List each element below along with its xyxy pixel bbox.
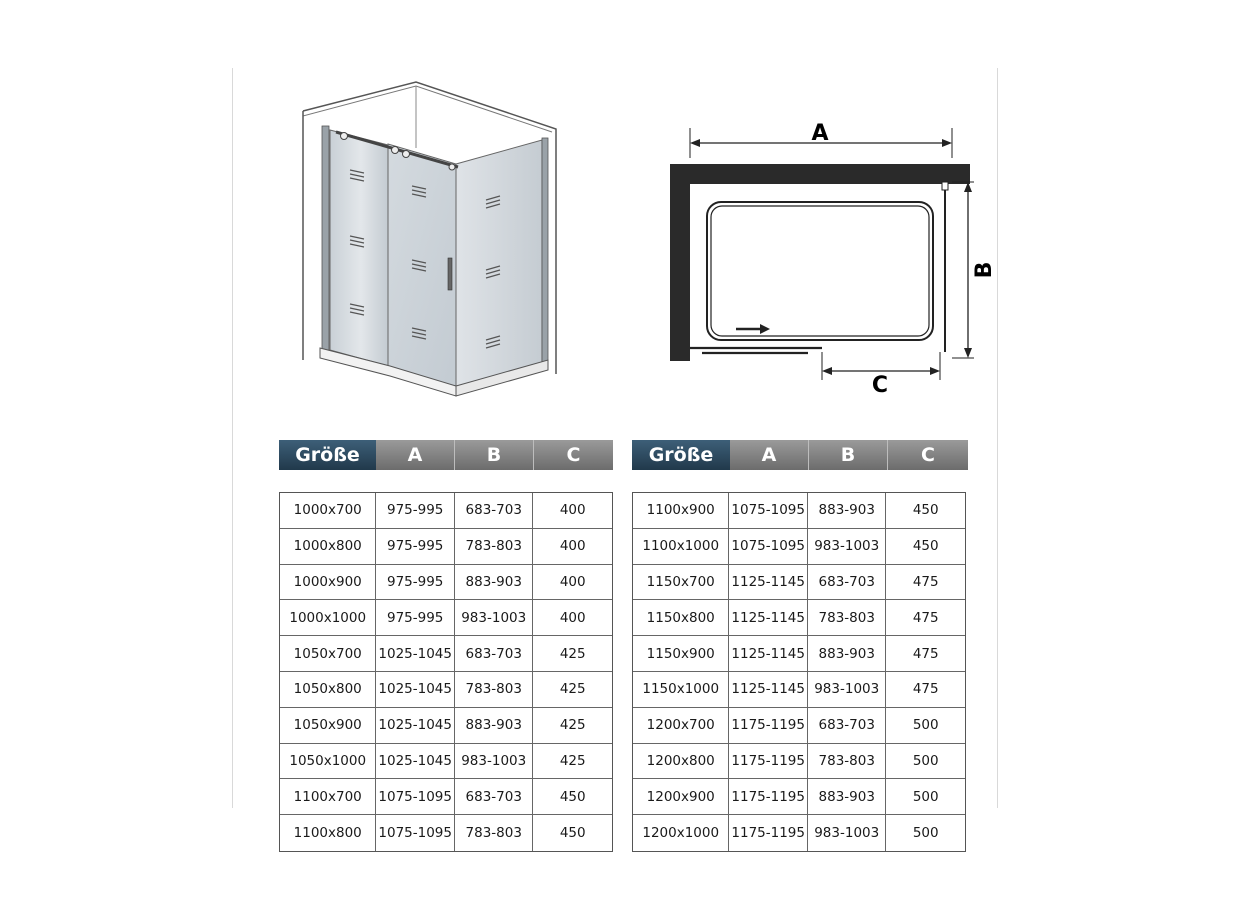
- table-row: [280, 565, 612, 601]
- size-table-1: [279, 492, 613, 852]
- b-cell: 783-803: [455, 529, 534, 564]
- a-cell: 975-995: [376, 529, 455, 564]
- c-cell: 500: [912, 752, 939, 769]
- b-cell: 683-703: [455, 779, 534, 814]
- b-cell: 883-903: [455, 708, 534, 743]
- size-cell: 1200x1000: [633, 815, 729, 851]
- top-view-plan-diagram: [668, 112, 998, 402]
- c-cell: 425: [559, 681, 586, 698]
- a-cell: 1175-1195: [729, 708, 808, 743]
- a-cell: 1025-1045: [376, 672, 455, 707]
- left-divider-line: [232, 68, 233, 808]
- b-cell: 883-903: [455, 565, 534, 600]
- size-cell: 1200x800: [633, 744, 729, 779]
- a-cell: 1125-1145: [729, 636, 808, 671]
- a-cell: 1075-1095: [729, 529, 808, 564]
- dimension-c-label: C: [871, 373, 889, 398]
- b-cell: 783-803: [808, 744, 887, 779]
- c-cell: 425: [559, 645, 586, 662]
- b-cell: 783-803: [455, 815, 534, 851]
- size-table-1-header: [279, 440, 613, 470]
- a-cell: 1175-1195: [729, 779, 808, 814]
- table-row: [280, 779, 612, 815]
- b-cell: 983-1003: [455, 744, 534, 779]
- header-a: A: [376, 440, 455, 470]
- c-cell: 400: [559, 573, 586, 590]
- table-row: [633, 636, 965, 672]
- b-cell: 683-703: [455, 636, 534, 671]
- table-row: [280, 744, 612, 780]
- size-cell: 1200x700: [633, 708, 729, 743]
- header-groesse: Größe: [279, 440, 376, 470]
- b-cell: 683-703: [808, 708, 887, 743]
- dimension-b-label: B: [972, 261, 997, 279]
- b-cell: 683-703: [455, 493, 534, 528]
- header-b: B: [809, 440, 888, 470]
- b-cell: 983-1003: [808, 672, 887, 707]
- size-cell: 1000x900: [280, 565, 376, 600]
- a-cell: 1025-1045: [376, 636, 455, 671]
- table-row: [633, 779, 965, 815]
- table-row: [280, 815, 612, 851]
- header-a: A: [730, 440, 809, 470]
- table-row: [633, 744, 965, 780]
- table-row: [280, 600, 612, 636]
- size-cell: 1150x800: [633, 600, 729, 635]
- size-table-2-header: [632, 440, 968, 470]
- size-cell: 1100x700: [280, 779, 376, 814]
- a-cell: 1175-1195: [729, 744, 808, 779]
- c-cell: 425: [559, 752, 586, 769]
- size-cell: 1150x1000: [633, 672, 729, 707]
- b-cell: 983-1003: [808, 529, 887, 564]
- a-cell: 1125-1145: [729, 600, 808, 635]
- size-cell: 1200x900: [633, 779, 729, 814]
- table-row: [633, 493, 965, 529]
- b-cell: 883-903: [808, 636, 887, 671]
- table-row: [280, 529, 612, 565]
- b-cell: 683-703: [808, 565, 887, 600]
- b-cell: 783-803: [808, 600, 887, 635]
- b-cell: 883-903: [808, 493, 887, 528]
- table-row: [280, 493, 612, 529]
- c-cell: 500: [912, 825, 939, 842]
- size-cell: 1150x900: [633, 636, 729, 671]
- table-row: [280, 708, 612, 744]
- a-cell: 1075-1095: [376, 779, 455, 814]
- c-cell: 400: [559, 502, 586, 519]
- a-cell: 975-995: [376, 600, 455, 635]
- c-cell: 475: [912, 681, 939, 698]
- size-cell: 1100x1000: [633, 529, 729, 564]
- a-cell: 1125-1145: [729, 565, 808, 600]
- header-c: C: [888, 440, 968, 470]
- shower-enclosure-illustration: [300, 78, 565, 400]
- size-cell: 1100x800: [280, 815, 376, 851]
- header-groesse: Größe: [632, 440, 730, 470]
- size-cell: 1000x1000: [280, 600, 376, 635]
- table-row: [633, 708, 965, 744]
- table-row: [633, 600, 965, 636]
- c-cell: 450: [912, 538, 939, 555]
- b-cell: 983-1003: [455, 600, 534, 635]
- size-cell: 1150x700: [633, 565, 729, 600]
- c-cell: 475: [912, 609, 939, 626]
- a-cell: 1075-1095: [376, 815, 455, 851]
- size-cell: 1000x800: [280, 529, 376, 564]
- c-cell: 400: [559, 609, 586, 626]
- header-c: C: [534, 440, 613, 470]
- a-cell: 975-995: [376, 565, 455, 600]
- table-row: [633, 529, 965, 565]
- a-cell: 1175-1195: [729, 815, 808, 851]
- c-cell: 450: [912, 502, 939, 519]
- c-cell: 475: [912, 645, 939, 662]
- size-cell: 1050x900: [280, 708, 376, 743]
- c-cell: 400: [559, 538, 586, 555]
- a-cell: 1075-1095: [729, 493, 808, 528]
- table-row: [633, 565, 965, 601]
- size-cell: 1050x1000: [280, 744, 376, 779]
- dimension-a-label: A: [811, 121, 829, 146]
- c-cell: 500: [912, 717, 939, 734]
- table-row: [280, 636, 612, 672]
- a-cell: 1025-1045: [376, 708, 455, 743]
- size-cell: 1100x900: [633, 493, 729, 528]
- c-cell: 450: [559, 788, 586, 805]
- a-cell: 975-995: [376, 493, 455, 528]
- c-cell: 450: [559, 825, 586, 842]
- c-cell: 475: [912, 573, 939, 590]
- c-cell: 500: [912, 788, 939, 805]
- table-row: [633, 815, 965, 851]
- header-b: B: [455, 440, 534, 470]
- a-cell: 1125-1145: [729, 672, 808, 707]
- size-cell: 1000x700: [280, 493, 376, 528]
- b-cell: 783-803: [455, 672, 534, 707]
- a-cell: 1025-1045: [376, 744, 455, 779]
- table-row: [633, 672, 965, 708]
- b-cell: 983-1003: [808, 815, 887, 851]
- b-cell: 883-903: [808, 779, 887, 814]
- table-row: [280, 672, 612, 708]
- size-table-2: [632, 492, 966, 852]
- size-cell: 1050x800: [280, 672, 376, 707]
- c-cell: 425: [559, 717, 586, 734]
- size-cell: 1050x700: [280, 636, 376, 671]
